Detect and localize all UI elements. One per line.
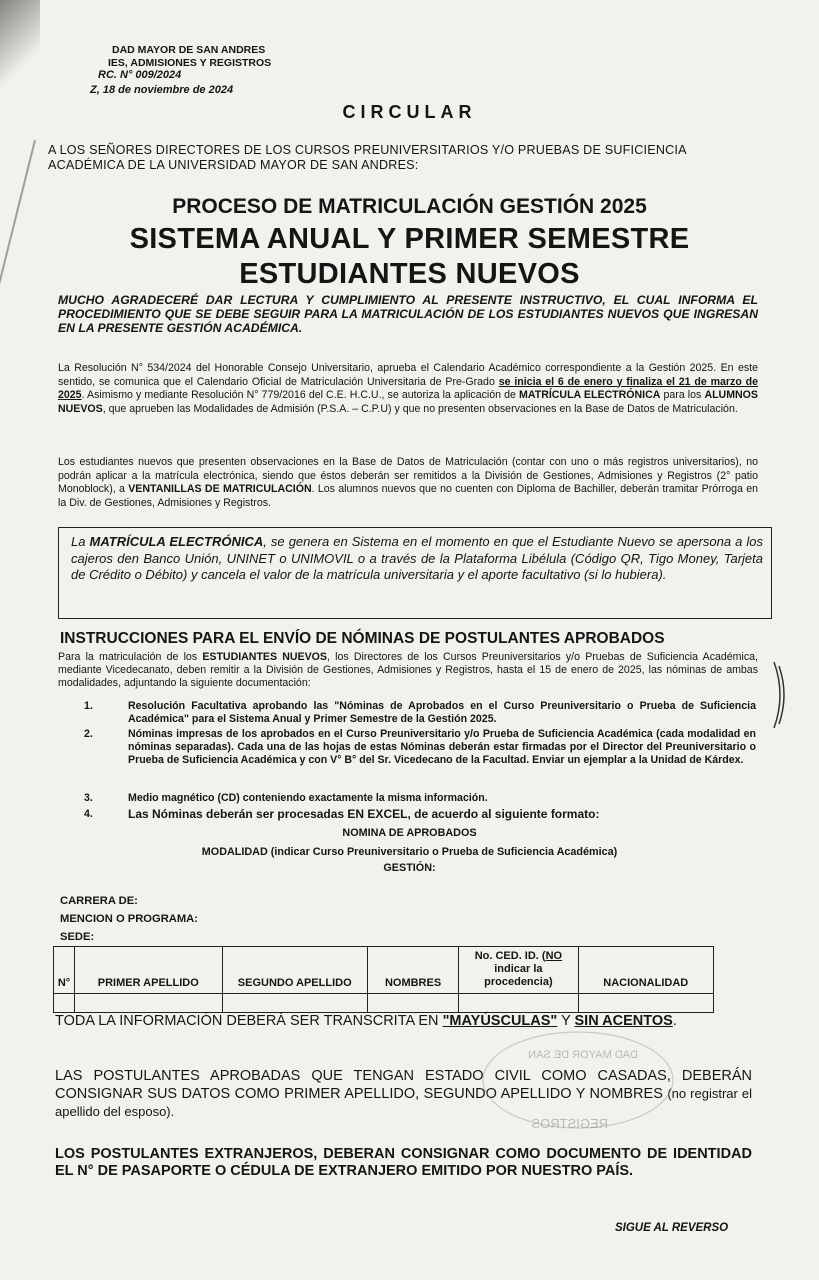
header-division: IES, ADMISIONES Y REGISTROS bbox=[108, 57, 272, 69]
stamp-text-bottom: REGISTROS bbox=[531, 1116, 608, 1131]
col-numero: N° bbox=[54, 947, 75, 994]
note-mayusculas bbox=[55, 1013, 752, 1030]
p1-text-e: para los bbox=[660, 389, 705, 401]
heading-proceso: PROCESO DE MATRICULACIÓN GESTIÓN 2025 bbox=[172, 195, 647, 218]
faint-stamp-icon bbox=[478, 1030, 678, 1140]
note-mayus-b: "MAYÚSCULAS" bbox=[442, 1013, 558, 1029]
format-table-empty-row bbox=[54, 994, 714, 1013]
item-2-text: Nóminas impresas de los aprobados en el Curso Preuniversitario y/o Prueba de Suficiencia Académica (cada modalidad en nóminas separadas). Cada una de las hojas de estas Nóminas deberán estar firmadas por el Director del Preuniversitario o Prueba de Suficiencia Académica y con V° B° del Sr. Vicedecano de la Facultad. Enviar un ejemplar a la Unidad de Kárdex. bbox=[128, 728, 756, 766]
col-cedula-no: NO bbox=[545, 950, 563, 962]
stamp-text-top: DAD MAYOR DE SAN bbox=[528, 1049, 638, 1061]
p2-ventanillas: VENTANILLAS DE MATRICULACIÓN bbox=[128, 483, 312, 495]
lead-instruction: MUCHO AGRADECERÉ DAR LECTURA Y CUMPLIMIENTO AL PRESENTE INSTRUCTIVO, EL CUAL INFORMA EL PROCEDIMIENTO QUE SE DEBE SEGUIR PARA LA MATRICULACIÓN DE LOS ESTUDIANTES NUEVOS QUE INGRESAN EN LA PRESENTE GESTIÓN ACADÉMICA. bbox=[58, 293, 758, 335]
col-segundo-apellido: SEGUNDO APELLIDO bbox=[222, 947, 367, 994]
document-title: CIRCULAR bbox=[342, 102, 477, 122]
p2-text-c: . Los alumnos nuevos que no cuenten con Diploma de Bachiller, deberán tramitar Prórroga en la Div. de Gestiones, Admisiones y Registros. bbox=[58, 483, 758, 509]
p1-matricula: MATRÍCULA ELECTRÓNICA bbox=[519, 389, 661, 401]
col-cedula-a: No. CED. ID. ( bbox=[474, 950, 546, 962]
item-3-number: 3. bbox=[84, 792, 93, 804]
heading-estudiantes: ESTUDIANTES NUEVOS bbox=[239, 258, 580, 290]
note-mayus-c: Y bbox=[557, 1013, 575, 1029]
margin-bracket-icon bbox=[770, 660, 790, 730]
box-text-a: La bbox=[71, 534, 90, 549]
col-nacionalidad: NACIONALIDAD bbox=[578, 947, 713, 994]
note-casadas-b: (no registrar el apellido del esposo). bbox=[55, 1086, 753, 1119]
instructions-title: INSTRUCCIONES PARA EL ENVÍO DE NÓMINAS DE POSTULANTES APROBADOS bbox=[60, 630, 665, 647]
item-3-text: Medio magnético (CD) conteniendo exactamente la misma información. bbox=[128, 792, 488, 804]
format-nomina: NOMINA DE APROBADOS bbox=[342, 827, 477, 839]
note-mayus-a: TODA LA INFORMACIÓN DEBERÁ SER TRANSCRITA EN bbox=[55, 1013, 443, 1029]
p2-text-a: Los estudiantes nuevos que presenten observaciones en la Base de Datos de Matriculación (contar con uno o más registros universitarios), no podrán aplicar a la matrícula electrónica, siendo que éstos deberán ser remitidos a la División de Gestiones, Admisiones y Registros (2° patio Monoblock), a bbox=[58, 456, 758, 495]
col-nombres: NOMBRES bbox=[367, 947, 458, 994]
paragraph-observaciones bbox=[58, 456, 758, 510]
format-carrera: CARRERA DE: bbox=[60, 895, 138, 907]
format-table bbox=[53, 946, 714, 1013]
format-table-header bbox=[54, 947, 714, 994]
col-cedula bbox=[459, 947, 578, 994]
paragraph-resolucion bbox=[58, 362, 758, 416]
p1-text-c: . Asimismo y mediante Resolución N° 779/2016 del C.E. H.C.U., se autoriza la aplicación de bbox=[81, 389, 520, 401]
heading-sistema: SISTEMA ANUAL Y PRIMER SEMESTRE bbox=[129, 223, 690, 255]
item-4-text: Las Nóminas deberán ser procesadas EN EXCEL, de acuerdo al siguiente formato: bbox=[128, 807, 600, 821]
item-4-number: 4. bbox=[84, 808, 93, 820]
empty-cell bbox=[222, 994, 367, 1013]
box-matricula: MATRÍCULA ELECTRÓNICA bbox=[89, 534, 264, 549]
box-text-c: , se genera en Sistema en el momento en que el Estudiante Nuevo se apersona a los cajeros den Banco Unión, UNINET o UNIMOVIL o a través de la Plataforma Libélula (Código QR, Tigo Money, Tarjeta de Crédito o Débito) y cancela el valor de la matrícula universitaria y el aporte facultativo (si lo hubiera). bbox=[71, 534, 763, 582]
col-primer-apellido: PRIMER APELLIDO bbox=[75, 947, 222, 994]
footer-sigue: SIGUE AL REVERSO bbox=[615, 1222, 729, 1234]
header-date: Z, 18 de noviembre de 2024 bbox=[90, 84, 234, 96]
format-gestion: GESTIÓN: bbox=[383, 862, 436, 874]
item-1-number: 1. bbox=[84, 700, 93, 712]
empty-cell bbox=[578, 994, 713, 1013]
format-sede: SEDE: bbox=[60, 931, 95, 943]
note-mayus-d: SIN ACENTOS bbox=[574, 1013, 673, 1029]
p1-text-a: La Resolución N° 534/2024 del Honorable Consejo Universitario, aprueba el Calendario Académico correspondiente a la Gestión 2025. En este sentido, se comunica que el Calendario Oficial de Matriculación Universitaria de Pre-Grado bbox=[58, 362, 758, 388]
item-2-number: 2. bbox=[84, 728, 93, 740]
format-mencion: MENCION O PROGRAMA: bbox=[60, 913, 198, 925]
empty-cell bbox=[459, 994, 578, 1013]
intro-text-c: , los Directores de los Cursos Preuniversitarios y/o Pruebas de Suficiencia Académica, mediante Vicedecanato, deben remitir a la División de Gestiones, Admisiones y Registros, hasta el 15 de enero de 2025, las nóminas de ambas modalidades, adjuntando la siguiente documentación: bbox=[58, 651, 758, 689]
scan-edge-shadow bbox=[0, 0, 40, 90]
col-cedula-c: indicar la procedencia) bbox=[484, 963, 553, 988]
empty-cell bbox=[75, 994, 222, 1013]
note-mayus-e: . bbox=[672, 1013, 677, 1029]
note-casadas-a: LAS POSTULANTES APROBADAS QUE TENGAN ESTADO CIVIL COMO CASADAS, DEBERÁN CONSIGNAR SUS DATOS COMO PRIMER APELLIDO, SEGUNDO APELLIDO Y NOMBRES bbox=[55, 1068, 752, 1102]
item-1-text: Resolución Facultativa aprobando las "Nóminas de Aprobados en el Curso Preuniversitario o Prueba de Suficiencia Académica" para el Sistema Anual y Primer Semestre de la Gestión 2025. bbox=[128, 700, 756, 725]
p1-text-g: , que aprueben las Modalidades de Admisión (P.S.A. – C.P.U) y que no presenten observaciones en la Base de Datos de Matriculación. bbox=[102, 402, 738, 415]
empty-cell bbox=[367, 994, 458, 1013]
header-circular-number: RC. N° 009/2024 bbox=[98, 69, 182, 81]
format-modalidad: MODALIDAD (indicar Curso Preuniversitario o Prueba de Suficiencia Académica) bbox=[201, 846, 618, 858]
instructions-intro bbox=[58, 651, 758, 689]
note-extranjeros: LOS POSTULANTES EXTRANJEROS, DEBERAN CONSIGNAR COMO DOCUMENTO DE IDENTIDAD EL N° DE PASAPORTE O CÉDULA DE EXTRANJERO EMITIDO POR NUESTRO PAÍS. bbox=[55, 1146, 752, 1179]
matricula-electronica-box bbox=[58, 527, 772, 619]
intro-estudiantes: ESTUDIANTES NUEVOS bbox=[202, 651, 327, 663]
addressee: A LOS SEÑORES DIRECTORES DE LOS CURSOS PREUNIVERSITARIOS Y/O PRUEBAS DE SUFICIENCIA ACADÉMICA DE LA UNIVERSIDAD MAYOR DE SAN ANDRES: bbox=[48, 143, 687, 172]
p1-dates: se inicia el 6 de enero y finaliza el 21 de marzo de 2025 bbox=[58, 375, 758, 401]
p1-alumnos: ALUMNOS NUEVOS bbox=[58, 389, 758, 415]
header-university: DAD MAYOR DE SAN ANDRES bbox=[112, 44, 266, 56]
intro-text-a: Para la matriculación de los bbox=[58, 651, 203, 663]
empty-cell bbox=[54, 994, 75, 1013]
